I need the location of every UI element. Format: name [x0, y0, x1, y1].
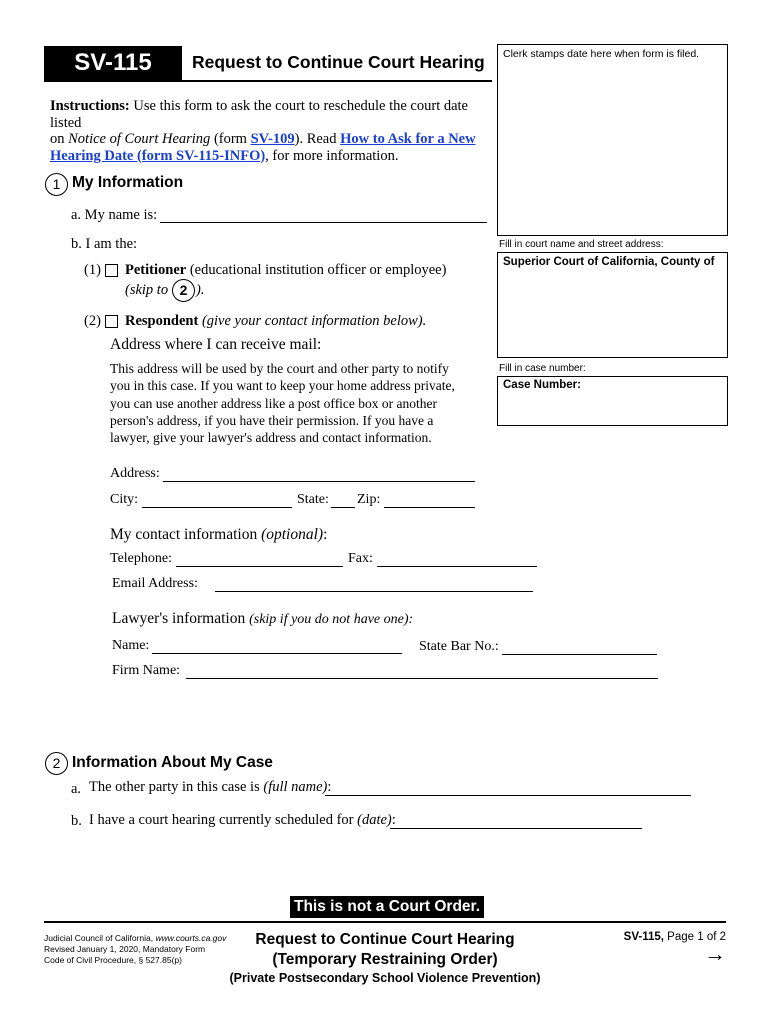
section-1-number: 1 [45, 173, 68, 196]
name-field[interactable] [160, 222, 487, 223]
address-heading: Address where I can receive mail: [110, 336, 322, 353]
other-party-label: The other party in this case is (full name): [89, 779, 332, 795]
instructions: Instructions: Use this form to ask the court to reschedule the court date listed on Notice of Court Hearing (form SV-109). Read How to Ask for a New Hearing Date (form SV-115-INFO), for more information. [50, 98, 476, 164]
firm-name-field[interactable] [186, 678, 658, 679]
lawyer-name-label: Name: [112, 638, 150, 653]
court-name-value: Superior Court of California, County of [503, 256, 715, 268]
fax-label: Fax: [348, 551, 373, 566]
state-bar-field[interactable] [502, 654, 657, 655]
lawyer-heading: Lawyer's information (skip if you do not have one): [112, 610, 414, 627]
skip-to-text: (skip to [125, 282, 169, 298]
header-rule [44, 80, 492, 82]
state-bar-label: State Bar No.: [419, 639, 499, 654]
form-title: Request to Continue Court Hearing [192, 52, 485, 72]
skip-to-section-2-icon: 2 [172, 279, 195, 302]
contact-heading: My contact information (optional): [110, 526, 328, 543]
i-am-the-label: b. I am the: [71, 236, 138, 252]
zip-label: Zip: [357, 492, 381, 507]
skip-to-end: ). [196, 282, 205, 298]
city-label: City: [110, 492, 139, 507]
clerk-stamp-label: Clerk stamps date here when form is filed. [503, 48, 700, 60]
section-2-number: 2 [45, 752, 68, 775]
address-note: This address will be used by the court and other party to notify you in this case. If you want to keep your home address private, you can use another address like a post office box or another person's address, if you have their permission. If you have a lawyer, give your lawyer's address and contact information. [110, 361, 455, 446]
telephone-field[interactable] [176, 566, 343, 567]
petitioner-label: Petitioner (educational institution officer or employee) [125, 262, 447, 278]
case-number-value: Case Number: [503, 379, 581, 391]
email-field[interactable] [215, 591, 533, 592]
state-field[interactable] [331, 507, 355, 508]
hearing-date-field[interactable] [390, 828, 642, 829]
sv-109-link[interactable]: SV-109 [250, 131, 295, 147]
address-field[interactable] [163, 481, 475, 482]
hearing-date-letter: b. [71, 813, 82, 829]
not-court-order-banner: This is not a Court Order. [290, 896, 484, 918]
zip-field[interactable] [384, 507, 475, 508]
respondent-label: Respondent (give your contact information below). [125, 313, 427, 329]
hearing-date-label: I have a court hearing currently scheduled for (date): [89, 812, 396, 828]
publisher-info: Judicial Council of California, www.courts.ca.gov Revised January 1, 2020, Mandatory Form Code of Civil Procedure, § 527.85(p) [44, 933, 227, 965]
other-party-field[interactable] [325, 795, 691, 796]
email-label: Email Address: [112, 576, 198, 591]
court-name-label: Fill in court name and street address: [499, 239, 664, 250]
name-label: a. My name is: [71, 207, 158, 223]
firm-name-label: Firm Name: [112, 663, 181, 678]
section-1-title: My Information [72, 174, 184, 191]
state-label: State: [297, 492, 329, 507]
clerk-stamp-box [497, 44, 728, 236]
page-number: SV-115, Page 1 of 2 [623, 931, 726, 943]
how-to-ask-link[interactable]: How to Ask for a New [340, 131, 476, 147]
city-field[interactable] [142, 507, 292, 508]
footer-title: Request to Continue Court Hearing (Temporary Restraining Order) (Private Postsecondary School Violence Prevention) [229, 931, 541, 985]
section-2-title: Information About My Case [72, 754, 273, 771]
lawyer-name-field[interactable] [152, 653, 402, 654]
address-label: Address: [110, 466, 160, 481]
sv-115-info-link[interactable]: Hearing Date (form SV-115-INFO) [50, 147, 266, 164]
option-1-number: (1) [84, 262, 101, 278]
form-id: SV-115 [74, 49, 152, 76]
other-party-letter: a. [71, 781, 82, 797]
option-2-number: (2) [84, 313, 101, 329]
next-page-arrow-icon: → [704, 941, 726, 966]
petitioner-checkbox[interactable] [105, 264, 118, 277]
respondent-checkbox[interactable] [105, 315, 118, 328]
telephone-label: Telephone: [110, 551, 172, 566]
footer-rule [44, 921, 726, 923]
case-number-label: Fill in case number: [499, 363, 586, 374]
fax-field[interactable] [377, 566, 537, 567]
